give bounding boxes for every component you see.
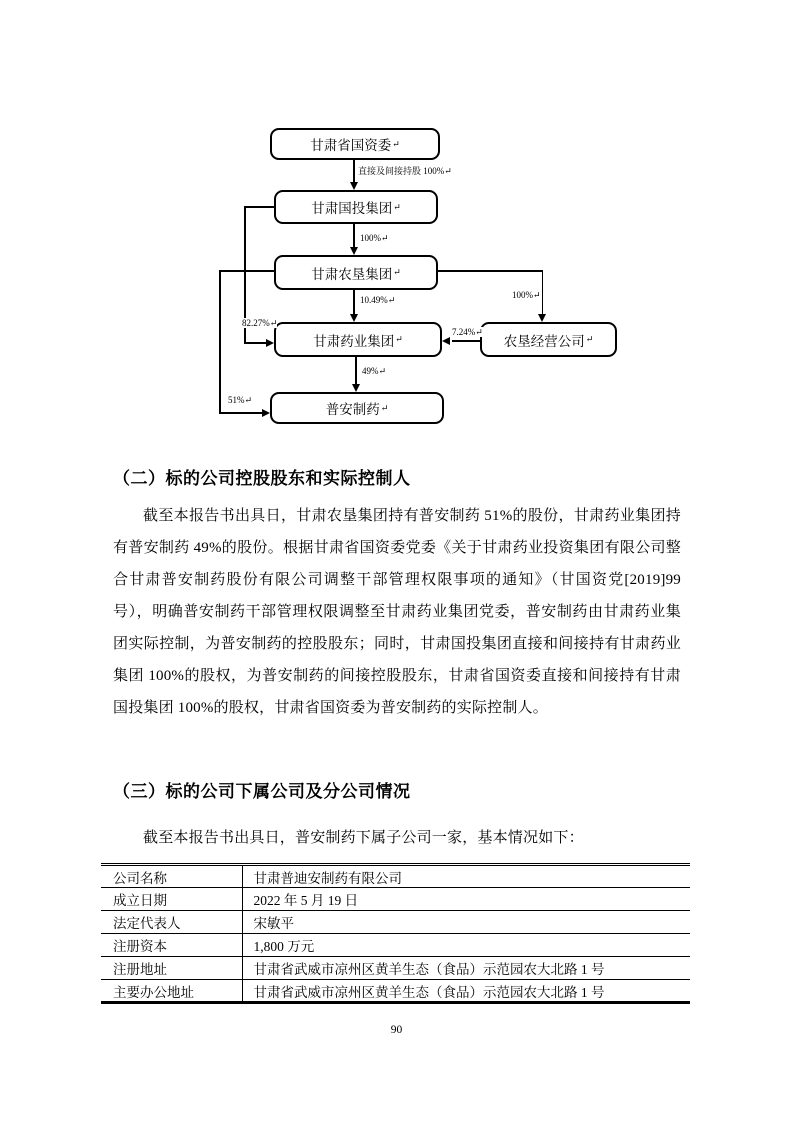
edge-label-51pct: 51%↵ (228, 395, 253, 405)
connector-line (219, 412, 262, 414)
row-label-legal-representative: 法定代表人 (101, 911, 242, 934)
row-value-company-name: 甘肃普迪安制药有限公司 (242, 865, 690, 888)
edge-label-10-49pct: 10.49%↵ (360, 295, 396, 305)
table-row (101, 980, 690, 1003)
connector-line (355, 357, 357, 385)
subsidiary-info-table (101, 863, 690, 1004)
arrowhead-left-icon (442, 337, 450, 345)
org-node-label: 甘肃农垦集团 (311, 266, 393, 282)
row-value-establish-date: 2022 年 5 月 19 日 (242, 888, 690, 911)
org-node-gansu-nongken-group (274, 255, 438, 290)
arrowhead-right-icon (266, 339, 274, 347)
row-label-company-name: 公司名称 (101, 865, 242, 888)
arrowhead-down-icon (538, 314, 546, 322)
table-row (101, 865, 690, 888)
org-node-label: 甘肃药业集团 (313, 333, 395, 349)
connector-line (219, 270, 274, 272)
table-row (101, 957, 690, 980)
row-label-establish-date: 成立日期 (101, 888, 242, 911)
row-value-registered-address: 甘肃省武威市凉州区黄羊生态（食品）示范园农大北路 1 号 (242, 957, 690, 980)
connector-line (244, 206, 274, 208)
paragraph-mark: ↵ (395, 334, 403, 344)
org-node-label: 甘肃省国资委 (310, 138, 392, 153)
connector-line (353, 290, 355, 315)
connector-line (452, 340, 480, 342)
row-value-registered-capital: 1,800 万元 (242, 934, 690, 957)
edge-label-82-27pct: 82.27%↵ (242, 318, 278, 328)
connector-line (353, 224, 355, 248)
row-label-main-office-address: 主要办公地址 (101, 980, 242, 1003)
org-node-gansu-guotou-group (274, 190, 438, 224)
org-node-label: 甘肃国投集团 (311, 201, 393, 216)
paragraph-mark: ↵ (585, 334, 594, 344)
connector-line (353, 160, 355, 183)
arrowhead-down-icon (352, 384, 360, 392)
row-value-legal-representative: 宋敏平 (242, 911, 690, 934)
arrowhead-down-icon (350, 247, 358, 255)
section-heading-subsidiaries: （三）标的公司下属公司及分公司情况 (113, 782, 411, 801)
page-number: 90 (390, 1024, 403, 1036)
edge-label-49pct: 49%↵ (362, 366, 387, 376)
paragraph-mark: ↵ (392, 138, 400, 149)
row-label-registered-address: 注册地址 (101, 957, 242, 980)
paragraph-mark: ↵ (380, 402, 389, 413)
connector-line (244, 342, 266, 344)
org-node-nongken-operating-co (480, 322, 617, 357)
row-label-registered-capital: 注册资本 (101, 934, 242, 957)
connector-line (438, 270, 543, 272)
paragraph-mark: ↵ (393, 201, 401, 212)
org-node-label: 农垦经营公司 (503, 333, 585, 349)
org-node-gansu-pharma-group (274, 322, 442, 357)
org-node-puan-pharma (270, 392, 444, 424)
org-node-gansu-sasac (270, 128, 440, 160)
paragraph-controlling-shareholder: 截至本报告书出具日，甘肃农垦集团持有普安制药 51%的股份，甘肃药业集团持有普安制药 49%的股份。根据甘肃省国资委党委《关于甘肃药业投资集团有限公司整合甘肃普安制药股份有限公司调整干部管理权限事项的通知》（甘国资党[2019]99 号），明确普安制药干部管理权限调整至甘肃药业集团党委，普安制药由甘肃药业集团实际控制，为普安制药的控股股东；同时，甘肃国投集团直接和间接持有甘肃药业集团 100%的股权，为普安制药的间接控股股东，甘肃省国资委直接和间接持有甘肃国投集团 100%的股权，甘肃省国资委为普安制药的实际控制人。 (113, 508, 681, 716)
table-row (101, 934, 690, 957)
paragraph-mark: ↵ (393, 267, 401, 277)
connector-line (219, 270, 221, 413)
connector-line (542, 270, 544, 314)
arrowhead-down-icon (350, 314, 358, 322)
edge-label-7-24pct: 7.24%↵ (452, 327, 483, 337)
paragraph-subsidiaries-intro: 截至本报告书出具日，普安制药下属子公司一家，基本情况如下： (143, 830, 584, 846)
org-node-label: 普安制药 (325, 402, 380, 417)
edge-label-direct-indirect-100: 直接及间接持股 100%↵ (358, 166, 452, 176)
table-row (101, 911, 690, 934)
arrowhead-down-icon (350, 182, 358, 190)
edge-label-100pct-right: 100%↵ (512, 290, 541, 300)
section-heading-controlling-shareholder: （二）标的公司控股股东和实际控制人 (113, 469, 411, 488)
arrowhead-right-icon (262, 409, 270, 417)
edge-label-100pct: 100%↵ (360, 233, 389, 243)
row-value-main-office-address: 甘肃省武威市凉州区黄羊生态（食品）示范园农大北路 1 号 (253, 984, 605, 1000)
table-row (101, 888, 690, 911)
